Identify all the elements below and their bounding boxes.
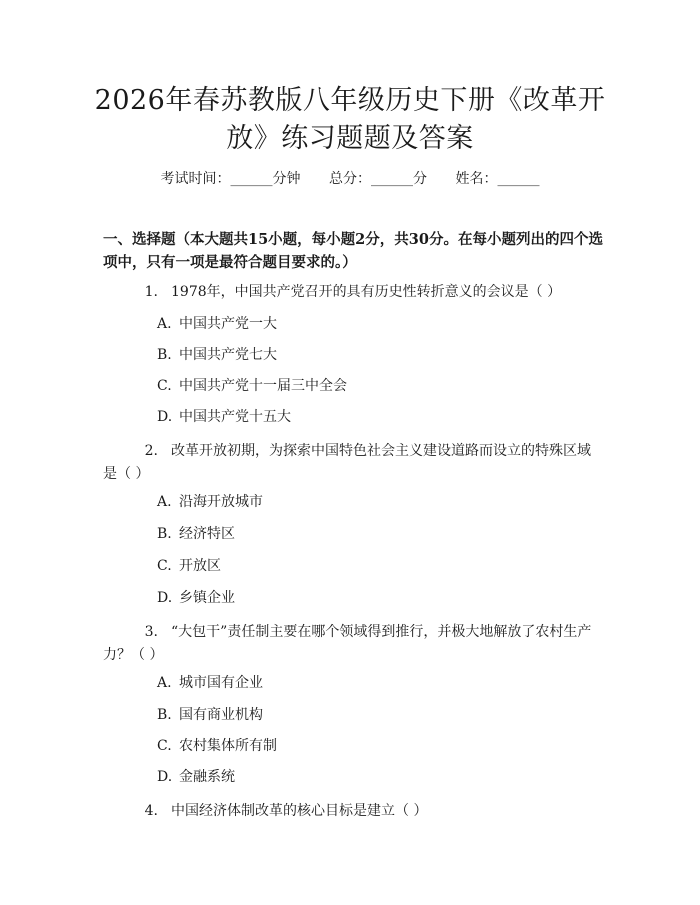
exam-time-field: 考试时间：______分钟 [160, 171, 301, 187]
exam-title-line-2: 放》练习题题及答案 [226, 123, 474, 154]
option-text: 城市国有企业 [179, 675, 263, 691]
question-2 [103, 440, 593, 486]
option-letter: A. [157, 494, 172, 510]
option-letter: D. [157, 590, 173, 606]
option-3c [157, 736, 277, 756]
option-2c [157, 556, 221, 576]
option-text: 开放区 [179, 558, 221, 574]
option-text: 中国共产党一大 [179, 316, 277, 332]
exam-meta-line [0, 168, 700, 188]
option-1a [157, 314, 277, 334]
option-letter: B. [157, 347, 172, 363]
question-text: 改革开放初期，为探索中国特色社会主义建设道路而设立的特殊区域是（ ） [103, 443, 591, 482]
option-2b [157, 524, 235, 544]
option-2a [157, 492, 263, 512]
option-text: 中国共产党七大 [179, 347, 277, 363]
question-4 [103, 800, 593, 823]
option-1d [157, 407, 291, 427]
option-text: 经济特区 [179, 526, 235, 542]
option-text: 国有商业机构 [179, 707, 263, 723]
option-letter: B. [157, 707, 172, 723]
question-text: 1978年，中国共产党召开的具有历史性转折意义的会议是（ ） [171, 284, 562, 300]
option-3d [157, 767, 235, 787]
option-letter: C. [157, 378, 172, 394]
option-text: 中国共产党十一届三中全会 [179, 378, 347, 394]
option-letter: A. [157, 316, 172, 332]
option-1c [157, 376, 347, 396]
question-number: 3. [144, 624, 158, 640]
section-heading-choice: 一、选择题（本大题共15小题，每小题2分，共30分。在每小题列出的四个选项中，只有一项是最符合题目要求的。） [103, 231, 603, 271]
question-number: 4. [144, 803, 158, 819]
option-3b [157, 705, 263, 725]
option-letter: D. [157, 409, 173, 425]
question-3 [103, 621, 593, 667]
option-text: 沿海开放城市 [179, 494, 263, 510]
option-1b [157, 345, 277, 365]
total-score-field: 总分：______分 [329, 171, 427, 187]
option-letter: A. [157, 675, 172, 691]
option-letter: C. [157, 558, 172, 574]
option-text: 中国共产党十五大 [179, 409, 291, 425]
exam-title-line-1: 2026年春苏教版八年级历史下册《改革开 [94, 85, 606, 116]
student-name-field: 姓名：______ [455, 171, 540, 187]
question-1 [103, 281, 593, 304]
option-3a [157, 673, 263, 693]
question-text: 中国经济体制改革的核心目标是建立（ ） [171, 803, 428, 819]
option-text: 乡镇企业 [179, 590, 235, 606]
question-number: 2. [144, 443, 158, 459]
option-2d [157, 588, 235, 608]
option-letter: B. [157, 526, 172, 542]
option-text: 农村集体所有制 [179, 738, 277, 754]
question-text: “大包干”责任制主要在哪个领域得到推行，并极大地解放了农村生产力？（ ） [103, 624, 592, 663]
option-letter: D. [157, 769, 173, 785]
question-number: 1. [144, 284, 158, 300]
option-text: 金融系统 [179, 769, 235, 785]
option-letter: C. [157, 738, 172, 754]
